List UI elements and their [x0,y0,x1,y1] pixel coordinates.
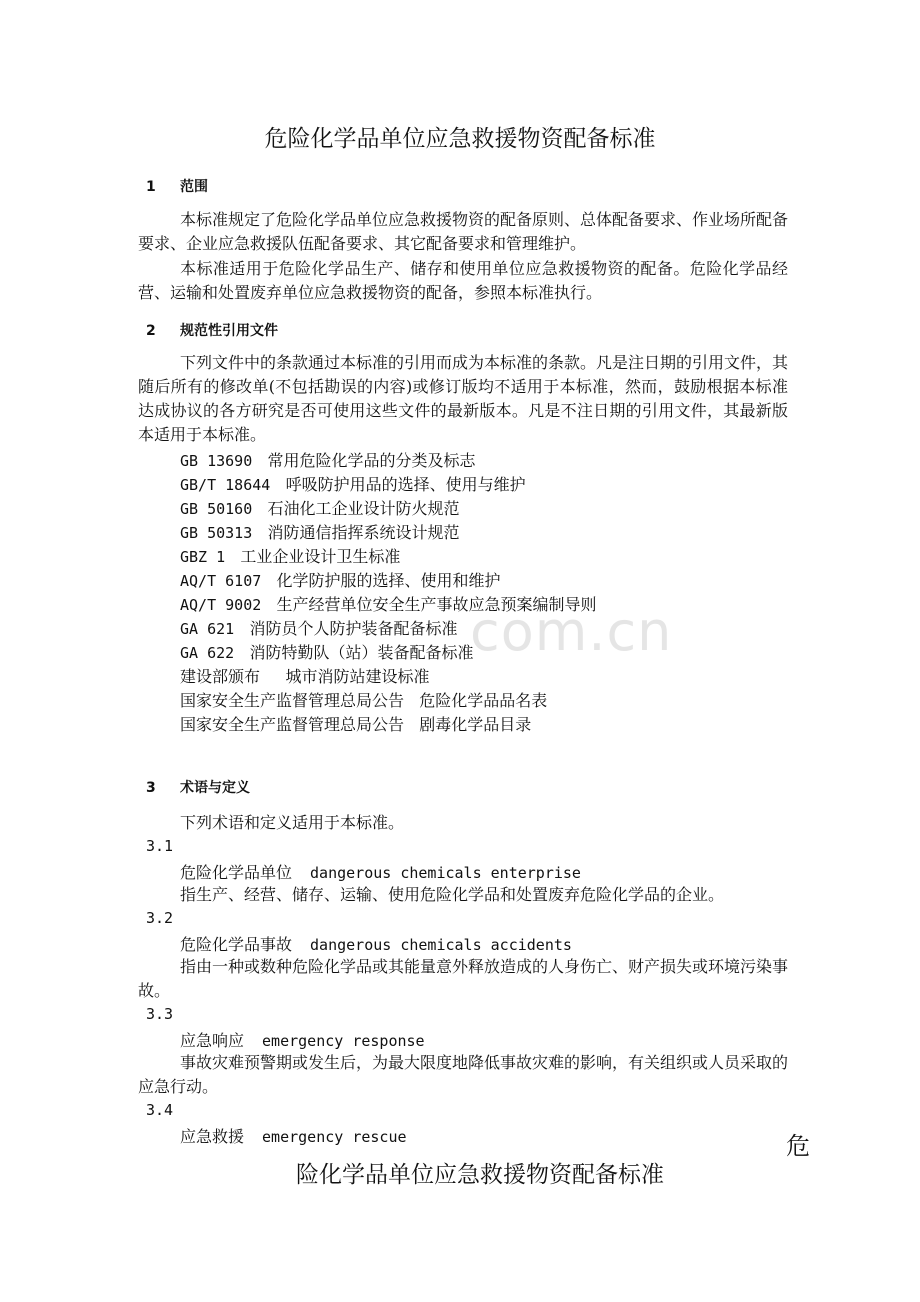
reference-item [180,713,531,737]
reference-name: 呼吸防护用品的选择、使用与维护 [285,475,526,494]
term-number: 3.3 [146,1005,174,1023]
term [180,1124,407,1147]
watermark: com.cn [470,600,673,663]
term-en: dangerous chemicals accidents [310,936,572,954]
reference-code: AQ/T 6107 [180,572,262,590]
reference-item [180,689,547,713]
reference-code: GA 621 [180,620,235,638]
section-title: 术语与定义 [180,780,250,796]
section-number: 2 [146,323,156,339]
section-heading-3 [146,777,250,797]
reference-name: 剧毒化学品目录 [419,715,532,734]
reference-code: GB 13690 [180,452,253,470]
section-number: 3 [146,780,156,796]
term-en: emergency rescue [262,1128,407,1146]
reference-item [180,641,473,665]
term [180,1028,425,1051]
term-definition: 指生产、经营、储存、运输、使用危险化学品和处置废弃危险化学品的企业。 [180,885,725,904]
term-definition: 指由一种或数种危险化学品或其能量意外释放造成的人身伤亡、财产损失或环境污染事故。 [138,957,789,1000]
term [180,932,572,955]
term-cn: 应急救援 [180,1127,245,1146]
paragraph: 本标准适用于危险化学品生产、储存和使用单位应急救援物资的配备。危险化学品经营、运输和处置废弃单位应急救援物资的配备，参照本标准执行。 [138,259,788,302]
reference-code: GB/T 18644 [180,476,271,494]
reference-item [180,521,460,545]
term-number: 3.1 [146,837,174,855]
section-number: 1 [146,179,156,195]
document-title: 危险化学品单位应急救援物资配备标准 [264,126,656,152]
reference-name: 石油化工企业设计防火规范 [267,499,460,518]
term-number: 3.2 [146,909,174,927]
reference-name: 工业企业设计卫生标准 [240,547,401,566]
reference-code: GBZ 1 [180,548,226,566]
reference-item [180,473,526,497]
reference-name: 化学防护服的选择、使用和维护 [276,571,501,590]
term-cn: 危险化学品事故 [180,935,293,954]
reference-name: 消防员个人防护装备配备标准 [249,619,458,638]
reference-name: 消防通信指挥系统设计规范 [267,523,460,542]
reference-code: 国家安全生产监督管理总局公告 [180,691,405,710]
reference-code: AQ/T 9002 [180,596,262,614]
section-title: 范围 [180,179,208,195]
section-heading-2 [146,320,278,340]
term-en: dangerous chemicals enterprise [310,864,581,882]
term-definition: 事故灾难预警期或发生后，为最大限度地降低事故灾难的影响，有关组织或人员采取的应急行动。 [138,1053,789,1096]
paragraph: 本标准规定了危险化学品单位应急救援物资的配备原则、总体配备要求、作业场所配备要求、企业应急救援队伍配备要求、其它配备要求和管理维护。 [138,210,789,253]
reference-name: 危险化学品品名表 [419,691,548,710]
reference-name: 常用危险化学品的分类及标志 [267,451,476,470]
section-heading-1 [146,176,208,196]
reference-code: GB 50313 [180,524,253,542]
reference-item [180,449,476,473]
reference-item [180,545,400,569]
term [180,860,581,883]
term-cn: 危险化学品单位 [180,863,293,882]
reference-item [180,665,429,689]
footer-title: 险化学品单位应急救援物资配备标准 [296,1162,664,1188]
paragraph: 下列文件中的条款通过本标准的引用而成为本标准的条款。凡是注日期的引用文件，其随后所有的修改单(不包括勘误的内容)或修订版均不适用于本标准，然而，鼓励根据本标准达成协议的各方研究是否可使用这些文件的最新版本。凡是不注日期的引用文件，其最新版本适用于本标准。 [138,353,789,444]
reference-code: 国家安全生产监督管理总局公告 [180,715,405,734]
reference-item [180,569,501,593]
reference-name: 生产经营单位安全生产事故应急预案编制导则 [276,595,597,614]
reference-code: GB 50160 [180,500,253,518]
reference-item [180,497,460,521]
term-number: 3.4 [146,1101,174,1119]
term-cn: 应急响应 [180,1031,245,1050]
reference-item [180,617,457,641]
paragraph: 下列术语和定义适用于本标准。 [180,813,405,832]
footer-char: 危 [786,1132,810,1160]
section-title: 规范性引用文件 [180,323,278,339]
reference-name: 城市消防站建设标准 [285,667,430,686]
reference-code: 建设部颁布 [180,667,261,686]
reference-code: GA 622 [180,644,235,662]
reference-name: 消防特勤队（站）装备配备标准 [249,643,474,662]
term-en: emergency response [262,1032,425,1050]
